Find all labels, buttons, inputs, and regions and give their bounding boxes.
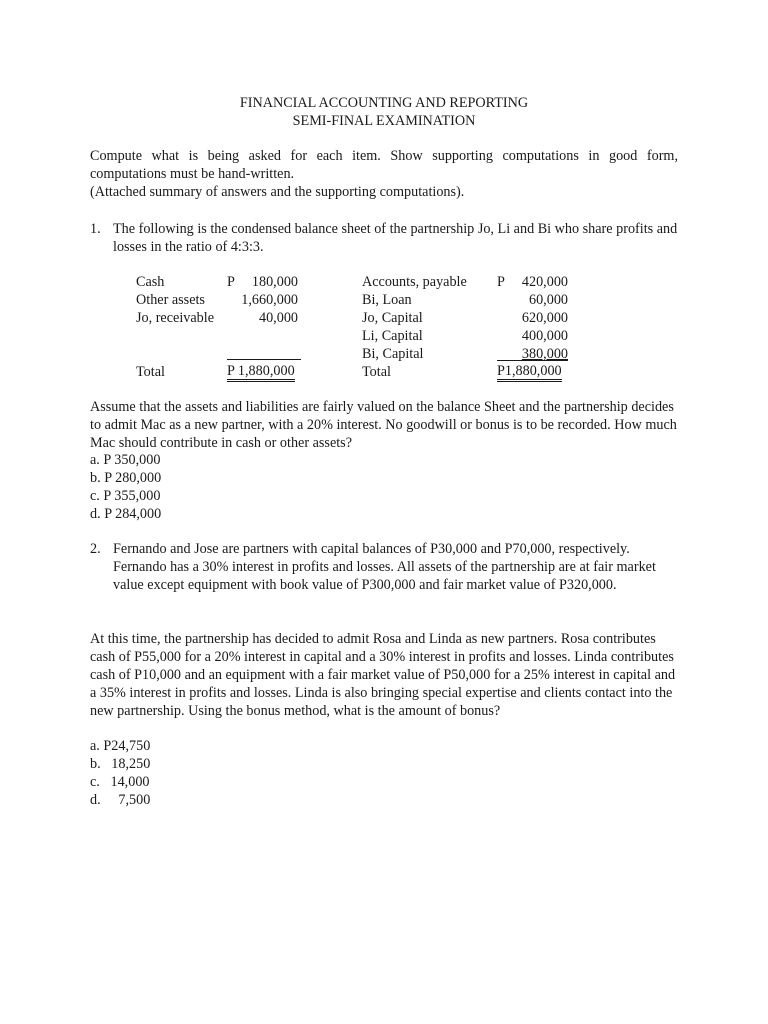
liability-prefix: P [497,274,505,290]
question-2-choices [90,737,150,809]
paragraph-text: Assume that the assets and liabilities are fairly valued on the balance Sheet and the partnership decides to admit Mac as a new partner, with a 20% interest. No goodwill or bonus is to be recorded. How much Mac should contribute in cash or other assets? [90,399,677,451]
question-2 [90,540,678,594]
choice-c: c. 14,000 [90,774,150,790]
liability-label: Li, Capital [362,328,423,344]
choice-b: b. 18,250 [90,756,151,772]
asset-label: Jo, receivable [136,310,214,326]
liability-amount: 380,000 [521,346,568,362]
document-title: FINANCIAL ACCOUNTING AND REPORTING [239,95,529,111]
choice-a: a. P 350,000 [90,452,161,468]
paragraph-text: At this time, the partnership has decided to admit Rosa and Linda as new partners. Rosa contributes cash of P55,000 for a 20% interest in capital and a 30% interest in profits and losses. Linda contributes cash of P10,000 and an equipment with a fair market value of P50,000 for a 25% interest in capital and a 35% interest in profits and losses. Linda is also bringing special expertise and clients contact into the new partnership. Using the bonus method, what is the amount of bonus? [90,631,676,719]
question-number: 2. [90,541,101,557]
liability-amount: 420,000 [521,274,568,290]
asset-amount: 1,660,000 [241,292,298,308]
instructions-note: (Attached summary of answers and the supporting computations). [90,184,465,200]
question-text: The following is the condensed balance sheet of the partnership Jo, Li and Bi who share profits and losses in the ratio of 4:3:3. [113,221,678,255]
question-1-choices [90,451,161,523]
choice-d: d. 7,500 [90,792,151,808]
liability-label: Bi, Loan [362,292,412,308]
instructions [90,147,678,201]
asset-amount: 40,000 [258,310,298,326]
asset-total: P 1,880,000 [227,363,295,382]
subtotal-rule [227,359,301,360]
asset-label: Cash [136,274,165,290]
choice-a: a. P24,750 [90,738,151,754]
question-text: Fernando and Jose are partners with capital balances of P30,000 and P70,000, respectively. Fernando has a 30% interest in profits and losses. All assets of the partnership are at fair market value except equipment with book value of P300,000 and fair market value of P320,000. [113,541,656,593]
question-number: 1. [90,221,101,237]
choice-b: b. P 280,000 [90,470,162,486]
instructions-text: Compute what is being asked for each item. Show supporting computations in good form, computations must be hand-written. [90,148,678,182]
choice-d: d. P 284,000 [90,506,162,522]
asset-prefix: P [227,274,235,290]
question-1 [90,220,678,256]
asset-total-label: Total [136,364,165,380]
asset-label: Other assets [136,292,205,308]
asset-amount: 180,000 [251,274,298,290]
question-1-paragraph [90,398,678,452]
liability-label: Bi, Capital [362,346,424,362]
subtotal-rule [497,360,568,361]
question-2-paragraph [90,630,678,720]
document-subtitle: SEMI-FINAL EXAMINATION [292,113,476,129]
liability-label: Jo, Capital [362,310,423,326]
liability-amount: 60,000 [528,292,568,308]
liability-amount: 620,000 [521,310,568,326]
balance-sheet [0,273,768,383]
liability-amount: 400,000 [521,328,568,344]
choice-c: c. P 355,000 [90,488,161,504]
liability-label: Accounts, payable [362,274,467,290]
liability-total-label: Total [362,364,391,380]
liability-total: P1,880,000 [497,363,562,382]
